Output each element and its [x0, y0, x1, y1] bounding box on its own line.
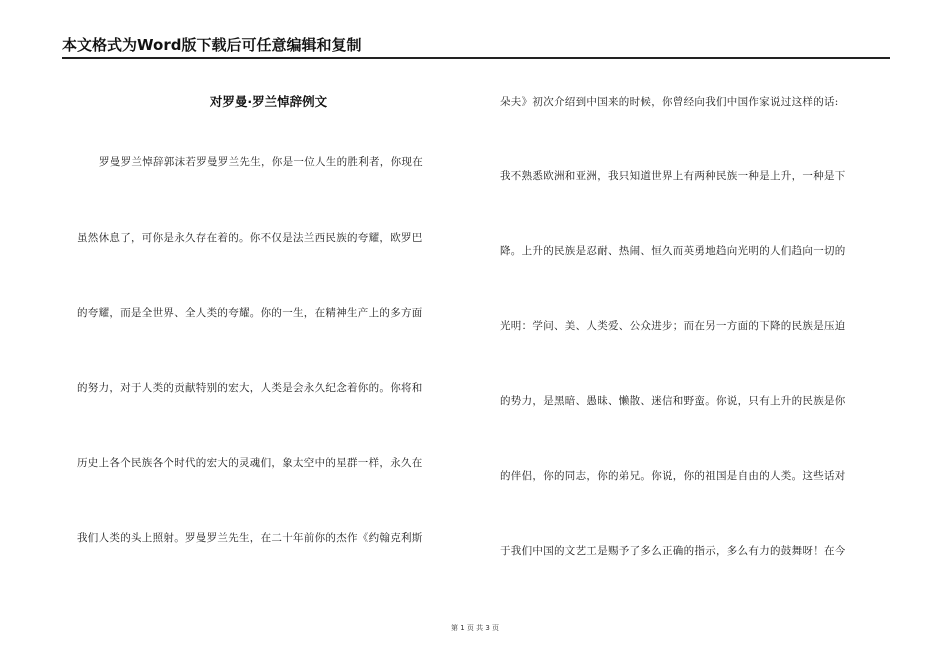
body-line: 光明：学问、美、人类爱、公众进步；而在另一方面的下降的民族是压迫: [500, 320, 846, 332]
body-line: 朵夫》初次介绍到中国来的时候，你曾经向我们中国作家说过这样的话:: [500, 96, 839, 108]
document-title: 对罗曼·罗兰悼辞例文: [209, 94, 328, 109]
header-banner: 本文格式为Word版下载后可任意编辑和复制: [62, 36, 362, 54]
body-line: 的夸耀，而是全世界、全人类的夸耀。你的一生，在精神生产上的多方面: [77, 307, 423, 319]
body-line: 的势力，是黑暗、愚昧、懒散、迷信和野蛮。你说，只有上升的民族是你: [500, 395, 846, 407]
body-line: 的努力，对于人类的贡献特别的宏大，人类是会永久纪念着你的。你将和: [77, 382, 423, 394]
body-line: 于我们中国的文艺工是赐予了多么正确的指示，多么有力的鼓舞呀！在今: [500, 545, 846, 557]
body-line: 虽然休息了，可你是永久存在着的。你不仅是法兰西民族的夸耀，欧罗巴: [77, 232, 423, 244]
page-number: 第 1 页 共 3 页: [450, 624, 500, 632]
body-line: 的伴侣，你的同志，你的弟兄。你说，你的祖国是自由的人类。这些话对: [500, 470, 846, 482]
body-line: 我们人类的头上照射。罗曼罗兰先生，在二十年前你的杰作《约翰克利斯: [77, 532, 423, 544]
body-line: 我不熟悉欧洲和亚洲，我只知道世界上有两种民族一种是上升，一种是下: [500, 170, 846, 182]
body-line: 罗曼罗兰悼辞郭沫若罗曼罗兰先生，你是一位人生的胜利者，你现在: [99, 156, 423, 168]
body-line: 历史上各个民族各个时代的宏大的灵魂们，象太空中的星群一样，永久在: [77, 457, 423, 469]
body-line: 降。上升的民族是忍耐、热闹、恒久而英勇地趋向光明的人们趋向一切的: [500, 245, 846, 257]
header-rule: [62, 57, 890, 59]
